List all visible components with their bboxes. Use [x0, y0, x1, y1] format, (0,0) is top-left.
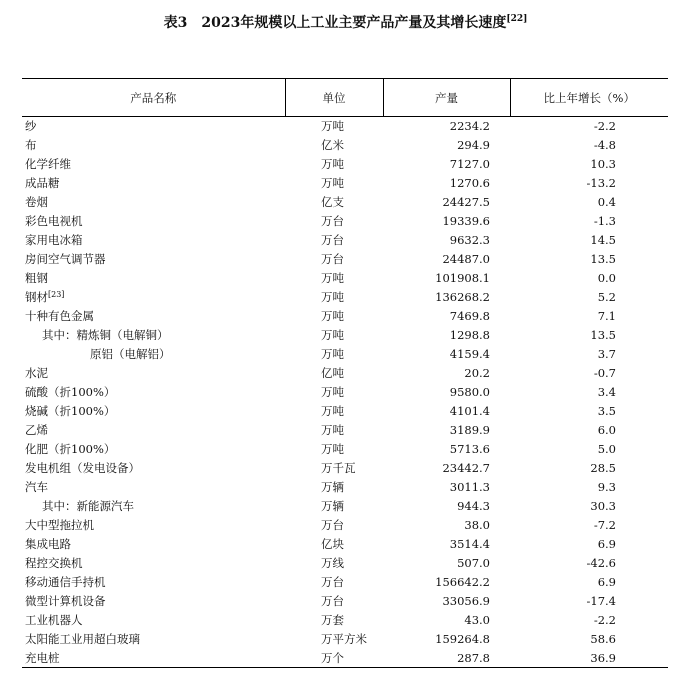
product-name-text: 钢材 — [25, 290, 48, 304]
output-cell: 294.9 — [457, 138, 490, 152]
output-cell: 3514.4 — [449, 537, 490, 551]
output-cell: 5713.6 — [449, 442, 490, 456]
table-title — [0, 12, 691, 32]
table-row — [22, 364, 668, 383]
product-output-table — [22, 78, 668, 668]
growth-cell: 5.0 — [597, 442, 616, 456]
product-name: 家用电冰箱 — [25, 233, 83, 247]
table-row — [22, 554, 668, 573]
growth-cell: 28.5 — [590, 461, 616, 475]
table-row — [22, 288, 668, 307]
growth-cell: 3.4 — [597, 385, 616, 399]
product-name: 烧碱（折100%） — [25, 404, 116, 418]
growth-cell: 58.6 — [590, 632, 616, 646]
unit-cell: 万辆 — [321, 499, 344, 513]
unit-cell: 万辆 — [321, 480, 344, 494]
output-cell: 24487.0 — [442, 252, 490, 266]
product-name: 纱 — [25, 119, 37, 134]
header-unit: 单位 — [285, 79, 383, 117]
growth-cell: 6.9 — [597, 575, 616, 589]
header-product-name: 产品名称 — [22, 79, 285, 117]
output-cell: 9580.0 — [449, 385, 490, 399]
footnote-ref: [22] — [506, 14, 528, 24]
product-name: 布 — [25, 138, 37, 152]
output-cell: 287.8 — [383, 649, 510, 668]
unit-cell: 万套 — [321, 613, 344, 627]
unit-cell: 万千瓦 — [321, 461, 356, 475]
unit-cell: 万吨 — [321, 385, 344, 399]
unit-cell: 万台 — [321, 233, 344, 247]
unit-cell: 万台 — [321, 214, 344, 228]
output-cell: 20.2 — [464, 366, 490, 380]
product-name: 粗钢 — [25, 271, 48, 285]
unit-cell: 万个 — [285, 649, 383, 668]
table-row — [22, 212, 668, 231]
product-name: 移动通信手持机 — [25, 575, 106, 589]
growth-cell: -4.8 — [593, 138, 616, 152]
table-row — [22, 516, 668, 535]
product-name: 十种有色金属 — [25, 309, 94, 323]
product-name: 集成电路 — [25, 537, 71, 551]
table-row — [22, 174, 668, 193]
growth-cell: -2.2 — [593, 119, 616, 134]
output-cell: 159264.8 — [435, 632, 490, 646]
growth-cell: 7.1 — [597, 309, 616, 323]
product-name: 充电桩 — [22, 649, 285, 668]
unit-cell: 亿支 — [321, 195, 344, 209]
header-growth: 比上年增长（%） — [510, 79, 668, 117]
product-name: 微型计算机设备 — [25, 594, 106, 608]
output-cell: 156642.2 — [435, 575, 490, 589]
output-cell: 43.0 — [464, 613, 490, 627]
output-cell: 23442.7 — [442, 461, 490, 475]
output-cell: 1270.6 — [449, 176, 490, 190]
growth-cell: -13.2 — [586, 176, 616, 190]
output-cell: 19339.6 — [442, 214, 490, 228]
output-cell: 38.0 — [464, 518, 490, 532]
growth-cell: 0.4 — [597, 195, 616, 209]
footnote-ref: [23] — [48, 290, 65, 299]
table-row — [22, 117, 668, 136]
product-name: 其中：新能源汽车 — [42, 499, 134, 513]
output-cell: 944.3 — [457, 499, 490, 513]
product-name: 水泥 — [25, 366, 48, 380]
output-cell: 4159.4 — [449, 347, 490, 361]
growth-cell: 9.3 — [597, 480, 616, 494]
table-row — [22, 649, 668, 668]
product-name: 大中型拖拉机 — [25, 518, 94, 532]
growth-cell: 10.3 — [590, 157, 616, 171]
product-name: 原铝（电解铝） — [90, 347, 171, 361]
product-name: 工业机器人 — [25, 613, 83, 627]
growth-cell: 6.9 — [597, 537, 616, 551]
output-cell: 33056.9 — [442, 594, 490, 608]
table-row — [22, 326, 668, 345]
output-cell: 3189.9 — [449, 423, 490, 437]
table-row — [22, 402, 668, 421]
table-row — [22, 269, 668, 288]
header-output: 产量 — [383, 79, 510, 117]
output-cell: 1298.8 — [449, 328, 490, 342]
table-row — [22, 193, 668, 212]
table-row — [22, 440, 668, 459]
unit-cell: 万吨 — [321, 119, 344, 134]
table-row — [22, 478, 668, 497]
unit-cell: 万吨 — [321, 423, 344, 437]
output-cell: 2234.2 — [449, 119, 490, 134]
unit-cell: 万吨 — [321, 157, 344, 171]
growth-cell: -2.2 — [593, 613, 616, 627]
table-row — [22, 630, 668, 649]
table-row — [22, 592, 668, 611]
growth-cell: 13.5 — [590, 328, 616, 342]
growth-cell: 5.2 — [597, 290, 616, 304]
table-number: 表3 — [163, 15, 188, 31]
output-cell: 24427.5 — [442, 195, 490, 209]
product-name: 彩色电视机 — [25, 214, 83, 228]
unit-cell: 亿吨 — [321, 366, 344, 380]
table-row — [22, 459, 668, 478]
product-name: 硫酸（折100%） — [25, 385, 116, 399]
unit-cell: 亿米 — [321, 138, 344, 152]
product-name: 汽车 — [25, 480, 48, 494]
growth-cell: -42.6 — [586, 556, 616, 570]
output-cell: 136268.2 — [435, 290, 490, 304]
table-row — [22, 250, 668, 269]
growth-cell: 14.5 — [590, 233, 616, 247]
output-cell: 3011.3 — [449, 480, 490, 494]
output-cell: 7127.0 — [449, 157, 490, 171]
output-cell: 101908.1 — [435, 271, 490, 285]
table-row — [22, 383, 668, 402]
table-row — [22, 611, 668, 630]
unit-cell: 万吨 — [321, 404, 344, 418]
unit-cell: 万吨 — [321, 309, 344, 323]
unit-cell: 万台 — [321, 518, 344, 532]
table-row — [22, 307, 668, 326]
table-title-text: 2023年规模以上工业主要产品产量及其增长速度 — [201, 15, 507, 31]
unit-cell: 万线 — [321, 556, 344, 570]
growth-cell: 3.5 — [597, 404, 616, 418]
unit-cell: 万平方米 — [321, 632, 367, 646]
product-name: 发电机组（发电设备） — [25, 461, 140, 475]
table-row — [22, 573, 668, 592]
output-cell: 4101.4 — [449, 404, 490, 418]
unit-cell: 万台 — [321, 575, 344, 589]
output-cell: 7469.8 — [449, 309, 490, 323]
table-row — [22, 535, 668, 554]
growth-cell: 6.0 — [597, 423, 616, 437]
unit-cell: 万吨 — [321, 271, 344, 285]
table-row — [22, 345, 668, 364]
unit-cell: 万台 — [321, 594, 344, 608]
growth-cell: -1.3 — [593, 214, 616, 228]
unit-cell: 万吨 — [321, 290, 344, 304]
product-name: 乙烯 — [25, 423, 48, 437]
unit-cell: 亿块 — [321, 537, 344, 551]
table-row — [22, 155, 668, 174]
product-name: 程控交换机 — [25, 556, 83, 570]
growth-cell: 13.5 — [590, 252, 616, 266]
product-name: 其中：精炼铜（电解铜） — [42, 328, 169, 342]
growth-cell: 36.9 — [510, 649, 668, 668]
unit-cell: 万吨 — [321, 442, 344, 456]
growth-cell: 3.7 — [597, 347, 616, 361]
header-row — [22, 79, 668, 117]
product-name — [22, 288, 285, 307]
table-row — [22, 497, 668, 516]
growth-cell: -7.2 — [593, 518, 616, 532]
product-name: 卷烟 — [25, 195, 48, 209]
growth-cell: 30.3 — [590, 499, 616, 513]
table-row — [22, 136, 668, 155]
output-cell: 507.0 — [457, 556, 490, 570]
table-row — [22, 421, 668, 440]
unit-cell: 万吨 — [321, 347, 344, 361]
output-cell: 9632.3 — [449, 233, 490, 247]
unit-cell: 万吨 — [321, 176, 344, 190]
product-name: 成品糖 — [25, 176, 60, 190]
product-name: 化学纤维 — [25, 157, 71, 171]
growth-cell: 0.0 — [597, 271, 616, 285]
product-name: 太阳能工业用超白玻璃 — [25, 632, 140, 646]
growth-cell: -0.7 — [593, 366, 616, 380]
product-name: 化肥（折100%） — [25, 442, 116, 456]
growth-cell: -17.4 — [586, 594, 616, 608]
product-name: 房间空气调节器 — [25, 252, 106, 266]
table-row — [22, 231, 668, 250]
unit-cell: 万吨 — [321, 328, 344, 342]
unit-cell: 万台 — [321, 252, 344, 266]
